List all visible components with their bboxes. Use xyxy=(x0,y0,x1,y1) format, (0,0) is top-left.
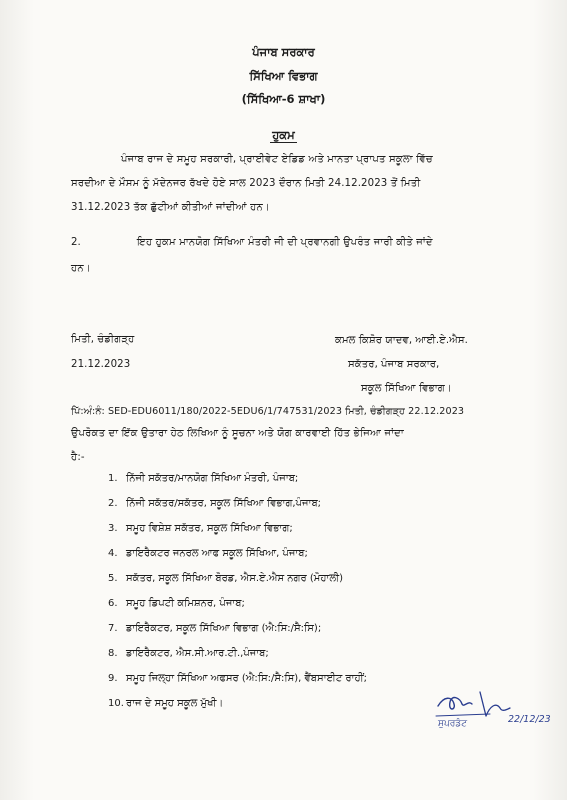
superintendent-signature xyxy=(430,686,565,730)
branch-heading: (ਸਿੱਖਿਆ-6 ਸ਼ਾਖਾ) xyxy=(241,92,326,106)
list-item: 9. ਸਮੂਹ ਜਿਲ੍ਹਾ ਸਿੱਖਿਆ ਅਫਸਰ (ਐ:ਸਿ:/ਸੈ:ਸਿ), ਵੈਂਬਸਾਈਟ ਰਾਹੀਂ; xyxy=(108,673,368,684)
para1-line2: ਸਰਦੀਆ ਦੇ ਮੌਸਮ ਨੂੰ ਮੱਦੇਨਜਰ ਰੱਖਦੇ ਹੋਏ ਸਾਲ 2023 ਦੌਰਾਨ ਮਿਤੀ 24.12.2023 ਤੋਂ ਮਿਤੀ xyxy=(71,178,421,189)
department-heading: ਸਿੱਖਿਆ ਵਿਭਾਗ xyxy=(249,69,318,83)
para2-line2: ਹਨ। xyxy=(71,263,91,274)
list-item: 4. ਡਾਇਰੈਕਟਰ ਜਨਰਲ ਆਫ ਸਕੂਲ ਸਿੱਖਿਆ, ਪੰਜਾਬ; xyxy=(108,548,308,559)
para2-line1: ਇਹ ਹੁਕਮ ਮਾਨਯੋਗ ਸਿੱਖਿਆ ਮੰਤਰੀ ਜੀ ਦੀ ਪ੍ਰਵਾਨਗੀ ਉਪਰੰਤ ਜਾਰੀ ਕੀਤੇ ਜਾਂਦੇ xyxy=(137,237,433,248)
signatory-department: ਸਕੂਲ ਸਿੱਖਿਆ ਵਿਭਾਗ। xyxy=(361,383,452,394)
order-title: ਹੁਕਮ xyxy=(272,128,295,142)
list-item: 1. ਨਿੱਜੀ ਸਕੱਤਰ/ਮਾਨਯੋਗ ਸਿੱਖਿਆ ਮੰਤਰੀ, ਪੰਜਾਬ; xyxy=(108,473,299,484)
list-item: 7. ਡਾਇਰੈਕਟਰ, ਸਕੂਲ ਸਿੱਖਿਆ ਵਿਭਾਗ (ਐ:ਸਿ:/ਸੈ:ਸਿ); xyxy=(108,623,322,634)
list-item: 6. ਸਮੂਹ ਡਿਪਟੀ ਕਮਿਸ਼ਨਰ, ਪੰਜਾਬ; xyxy=(108,598,245,609)
endorsement-number: ਪਿੱ:ਅੰ:ਨੰ: SED-EDU6011/180/2022-5EDU6/1/747531/2023 ਮਿਤੀ, ਚੰਡੀਗੜ੍ਹ 22.12.2023 xyxy=(71,406,465,417)
para1-line3: 31.12.2023 ਤੱਕ ਛੁੱਟੀਆਂ ਕੀਤੀਆਂ ਜਾਂਦੀਆਂ ਹਨ। xyxy=(71,202,270,213)
issue-place: ਮਿਤੀ, ਚੰਡੀਗੜ੍ਹ xyxy=(71,334,135,345)
list-item: 10. ਰਾਜ ਦੇ ਸਮੂਹ ਸਕੂਲ ਮੁੱਖੀ। xyxy=(108,698,224,709)
superintendent-date: 22/12/23 xyxy=(508,714,551,725)
list-item: 2. ਨਿੱਜੀ ਸਕੱਤਰ/ਸਕੱਤਰ, ਸਕੂਲ ਸਿੱਖਿਆ ਵਿਭਾਗ,ਪੰਜਾਬ; xyxy=(108,498,322,509)
government-heading: ਪੰਜਾਬ ਸਰਕਾਰ xyxy=(252,45,315,59)
para1-line1: ਪੰਜਾਬ ਰਾਜ ਦੇ ਸਮੂਹ ਸਰਕਾਰੀ, ਪ੍ਰਾਈਵੇਟ ਏਡਿਡ ਅਤੇ ਮਾਨਤਾ ਪ੍ਰਾਪਤ ਸਕੂਲਾ ਵਿੱਚ xyxy=(121,154,433,165)
list-item: 3. ਸਮੂਹ ਵਿਸ਼ੇਸ਼ ਸਕੱਤਰ, ਸਕੂਲ ਸਿੱਖਿਆ ਵਿਭਾਗ; xyxy=(108,523,293,534)
para2-number: 2. xyxy=(71,237,81,248)
copy-intro-line2: ਹੈ:- xyxy=(71,452,85,463)
issue-date: 21.12.2023 xyxy=(71,359,131,370)
list-item: 5. ਸਕੱਤਰ, ਸਕੂਲ ਸਿੱਖਿਆ ਬੋਰਡ, ਐਸ.ਏ.ਐਸ ਨਗਰ (ਮੋਹਾਲੀ) xyxy=(108,573,344,584)
signatory-designation: ਸਕੱਤਰ, ਪੰਜਾਬ ਸਰਕਾਰ, xyxy=(348,359,440,370)
list-item: 8. ਡਾਇਰੈਕਟਰ, ਐਸ.ਸੀ.ਆਰ.ਟੀ.,ਪੰਜਾਬ; xyxy=(108,648,269,659)
signatory-name: ਕਮਲ ਕਿਸ਼ੋਰ ਯਾਦਵ, ਆਈ.ਏ.ਐਸ. xyxy=(335,335,468,346)
superintendent-label: ਸੁਪਰਡੰਟ xyxy=(438,719,467,729)
copy-intro-line1: ਉਪਰੋਕਤ ਦਾ ਇੱਕ ਉਤਾਰਾ ਹੇਠ ਲਿਖਿਆ ਨੂੰ ਸੂਚਨਾ ਅਤੇ ਯੋਗ ਕਾਰਵਾਈ ਹਿੱਤ ਭੇਜਿਆ ਜਾਂਦਾ xyxy=(71,428,404,439)
